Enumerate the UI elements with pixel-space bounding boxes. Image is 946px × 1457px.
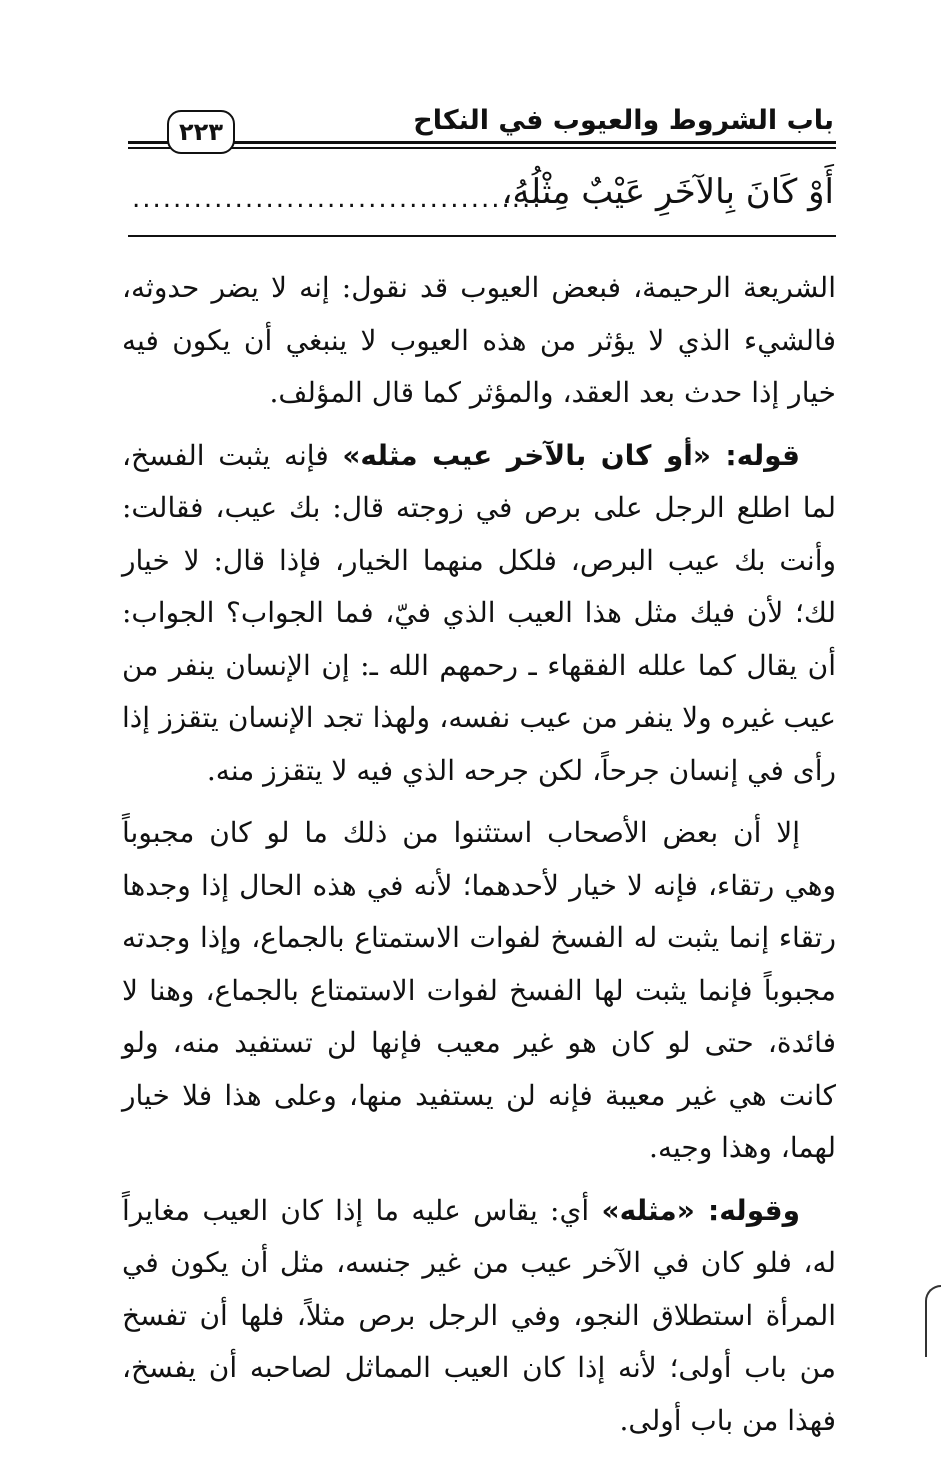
commentary-body: [122, 262, 836, 1457]
matn-text: أَوْ كَانَ بِالآخَرِ عَيْبٌ مِثْلُهُ،: [501, 172, 834, 212]
page-edge-mark: [925, 1285, 941, 1357]
paragraph-4-lead: وقوله: «مثله»: [601, 1193, 800, 1227]
page-number: ٢٢٣: [167, 110, 235, 154]
paragraph-2: [122, 430, 836, 798]
paragraph-4: [122, 1185, 836, 1448]
running-header-title: باب الشروط والعيوب في النكاح: [413, 105, 834, 136]
paragraph-1: الشريعة الرحيمة، فبعض العيوب قد نقول: إنه لا يضر حدوثه، فالشيء الذي لا يؤثر من هذه العيوب لا ينبغي أن يكون فيه خيار إذا حدث بعد العقد، والمؤثر كما قال المؤلف.: [122, 271, 836, 409]
paragraph-3: إلا أن بعض الأصحاب استثنوا من ذلك ما لو كان مجبوباً وهي رتقاء، فإنه لا خيار لأحدهما؛ لأنه في هذه الحال إذا وجدها رتقاء إنما يثبت له الفسخ لفوات الاستمتاع بالجماع، وإذا وجدته مجبوباً فإنما يثبت لها الفسخ لفوات الاستمتاع بالجماع، وهنا لا فائدة، حتى لو كان هو غير معيب فإنها لن تستفيد منه، ولو كانت هي غير معيبة فإنه لن يستفيد منها، وعلى هذا فلا خيار لهما، وهذا وجيه.: [122, 816, 836, 1164]
paragraph-2-lead: قوله: «أو كان بالآخر عيب مثله»: [342, 438, 800, 472]
matn-separator: [128, 235, 836, 237]
paragraph-2-text: فإنه يثبت الفسخ، لما اطلع الرجل على برص في زوجته قال: بك عيب، فقالت: وأنت بك عيب البرص، فلكل منهما الخيار، فإذا قال: لا خيار لك؛ لأن فيك مثل هذا العيب الذي فيّ، فما الجواب؟ الجواب: أن يقال كما علله الفقهاء ـ رحمهم الله ـ: إن الإنسان ينفر من عيب غيره ولا ينفر من عيب نفسه، ولهذا تجد الإنسان يتقزز إذا رأى في إنسان جرحاً، لكن جرحه الذي فيه لا يتقزز منه.: [122, 438, 836, 787]
paragraph-4-text: أي: يقاس عليه ما إذا كان العيب مغايراً له، فلو كان في الآخر عيب من غير جنسه، مثل أن يكون في المرأة استطلاق النجو، وفي الرجل برص مثلاً، فلها أن تفسخ من باب أولى؛ لأنه إذا كان العيب المماثل لصاحبه أن يفسخ، فهذا من باب أولى.: [122, 1193, 836, 1437]
matn-dots: ........................................: [132, 184, 543, 214]
header-rule-thin: [128, 147, 836, 149]
